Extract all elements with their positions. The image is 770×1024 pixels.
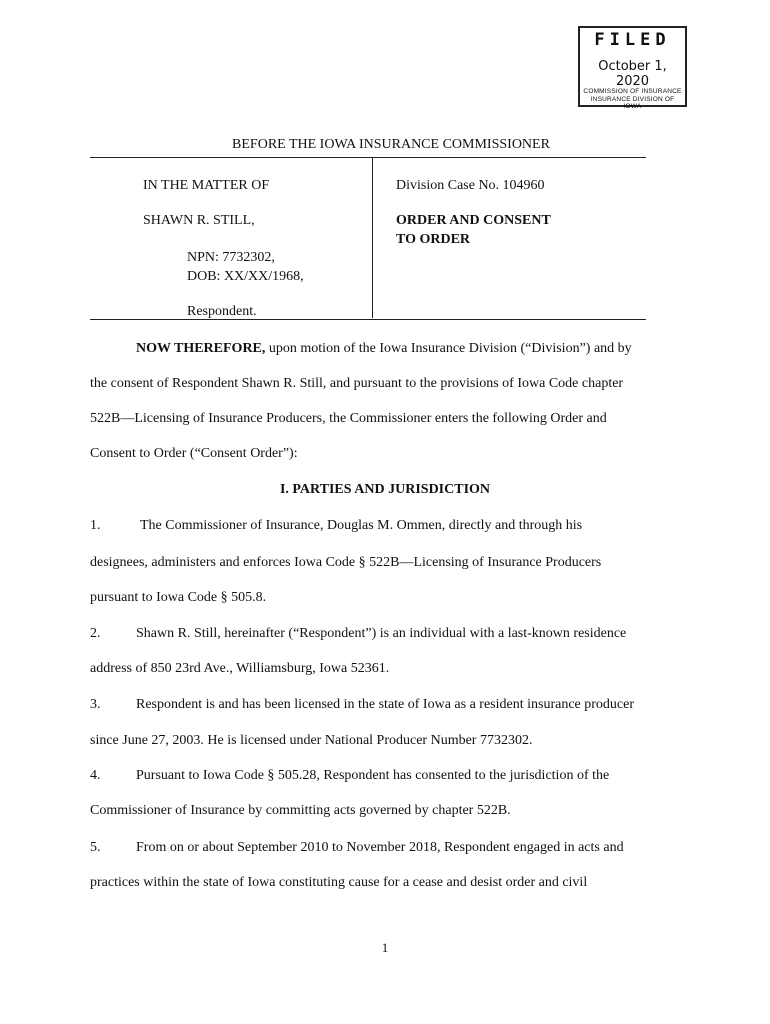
- paragraph-number-5: 5.: [90, 840, 101, 855]
- intro-line-4: Consent to Order (“Consent Order”):: [90, 446, 298, 461]
- caption-bottom-rule: [90, 319, 646, 320]
- paragraph-3-line-1: Respondent is and has been licensed in the state of Iowa as a resident insurance producer: [136, 697, 634, 712]
- paragraph-number-4: 4.: [90, 768, 101, 783]
- intro-line-2: the consent of Respondent Shawn R. Still, and pursuant to the provisions of Iowa Code chapter: [90, 376, 624, 391]
- intro-line-1-text: upon motion of the Iowa Insurance Division (“Division”) and by: [265, 341, 632, 356]
- intro-bold-lead: NOW THEREFORE,: [136, 341, 266, 356]
- paragraph-1-line-2: designees, administers and enforces Iowa Code § 522B—Licensing of Insurance Producers: [90, 555, 602, 570]
- paragraph-2-line-1: Shawn R. Still, hereinafter (“Respondent”) is an individual with a last-known residence: [136, 626, 627, 641]
- paragraph-4-line-2: Commissioner of Insurance by committing acts governed by chapter 522B.: [90, 803, 511, 818]
- paragraph-4-line-1: Pursuant to Iowa Code § 505.28, Respondent has consented to the jurisdiction of the: [136, 768, 610, 783]
- section-title-parties-jurisdiction: I. PARTIES AND JURISDICTION: [279, 482, 491, 497]
- paragraph-number-2: 2.: [90, 626, 101, 641]
- caption-dob: DOB: XX/XX/1968,: [187, 269, 304, 284]
- paragraph-number-3: 3.: [90, 697, 101, 712]
- caption-matter: IN THE MATTER OF: [143, 178, 270, 193]
- paragraph-number-1: 1.: [90, 518, 101, 533]
- stamp-organization: [582, 88, 683, 111]
- caption-top-rule: [90, 157, 646, 158]
- paragraph-1-line-3: pursuant to Iowa Code § 505.8.: [90, 590, 267, 605]
- order-title-line-2: TO ORDER: [396, 232, 471, 247]
- paragraph-3-line-2: since June 27, 2003. He is licensed under National Producer Number 7732302.: [90, 733, 533, 748]
- caption-npn: NPN: 7732302,: [187, 250, 275, 265]
- caption-divider: [372, 158, 373, 318]
- paragraph-5-line-1: From on or about September 2010 to November 2018, Respondent engaged in acts and: [136, 840, 624, 855]
- intro-line-1: [136, 341, 632, 357]
- order-title-line-1: ORDER AND CONSENT: [396, 213, 551, 228]
- caption-respondent-label: Respondent.: [187, 304, 257, 319]
- filed-stamp: [578, 26, 687, 110]
- case-number: Division Case No. 104960: [396, 178, 545, 193]
- paragraph-5-line-2: practices within the state of Iowa constituting cause for a cease and desist order and civil: [90, 875, 588, 890]
- stamp-date: October 1, 2020: [598, 59, 667, 89]
- paragraph-2-line-2: address of 850 23rd Ave., Williamsburg, Iowa 52361.: [90, 661, 390, 676]
- caption-respondent-name: SHAWN R. STILL,: [143, 213, 255, 228]
- page-number: 1: [381, 940, 389, 955]
- stamp-org-line-1: COMMISSION OF INSURANCE: [583, 88, 682, 95]
- stamp-filed-label: FILED: [594, 30, 671, 50]
- stamp-org-line-2: INSURANCE DIVISION OF IOWA: [590, 95, 675, 110]
- intro-line-3: 522B—Licensing of Insurance Producers, the Commissioner enters the following Order and: [90, 411, 607, 426]
- document-heading: BEFORE THE IOWA INSURANCE COMMISSIONER: [232, 137, 550, 152]
- paragraph-1-line-1: The Commissioner of Insurance, Douglas M. Ommen, directly and through his: [140, 518, 583, 533]
